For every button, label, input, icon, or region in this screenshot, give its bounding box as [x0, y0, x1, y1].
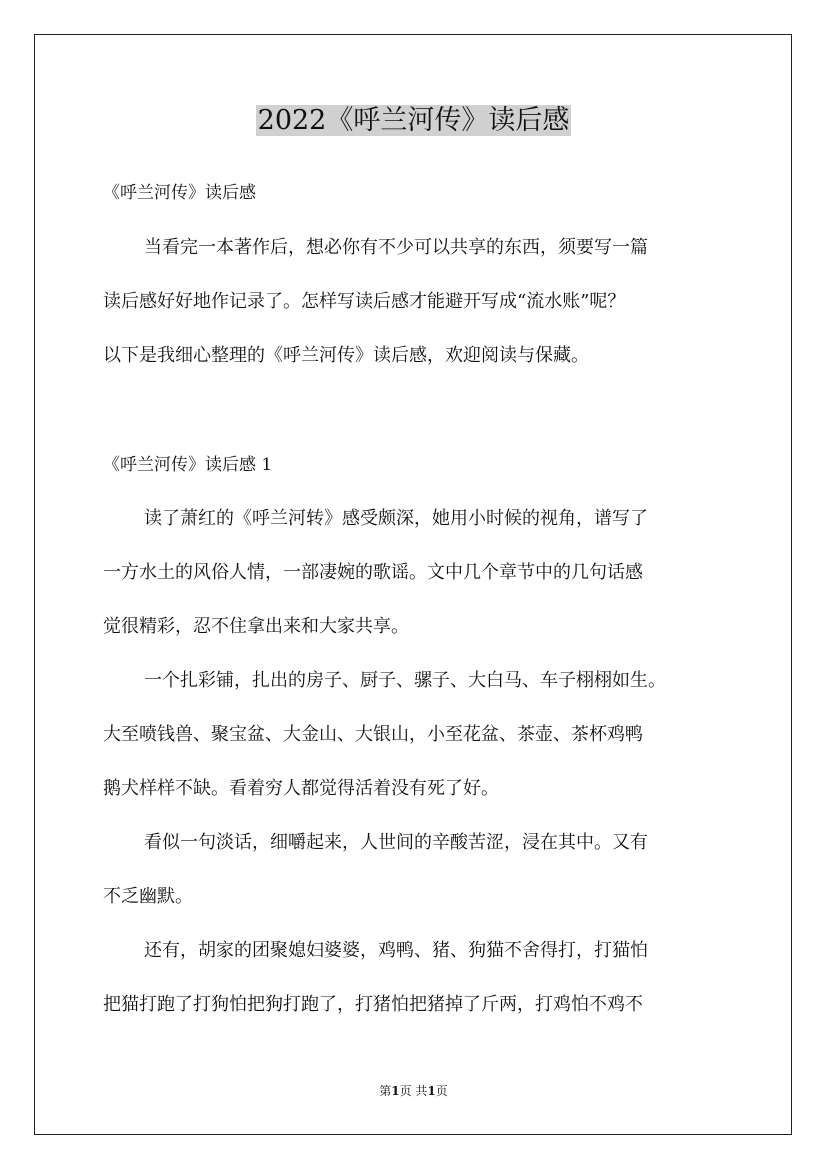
body-line-9: 还有，胡家的团聚媳妇婆婆，鸡鸭、猪、狗猫不舍得打，打猫怕	[144, 940, 648, 961]
page-footer	[0, 1083, 827, 1099]
document-title	[0, 100, 827, 142]
body-line-1: 读了萧红的《呼兰河转》感受颇深，她用小时候的视角，谱写了	[144, 508, 648, 529]
body-line-7: 看似一句淡话，细嚼起来，人世间的辛酸苦涩，浸在其中。又有	[144, 832, 648, 853]
body-line-6: 鹅犬样样不缺。看着穷人都觉得活着没有死了好。	[103, 778, 499, 799]
body-line-3: 觉很精彩，忍不住拿出来和大家共享。	[103, 616, 409, 637]
footer-page-current: 1	[391, 1084, 400, 1098]
body-line-8: 不乏幽默。	[103, 886, 193, 907]
body-line-2: 一方水土的风俗人情，一部凄婉的歌谣。文中几个章节中的几句话感	[103, 562, 643, 583]
footer-suffix: 页	[435, 1084, 448, 1098]
footer-page-total: 1	[427, 1084, 436, 1098]
body-line-5: 大至喷钱兽、聚宝盆、大金山、大银山，小至花盆、茶壶、茶杯鸡鸭	[103, 724, 643, 745]
intro-line-1: 当看完一本著作后，想必你有不少可以共享的东西，须要写一篇	[144, 237, 648, 258]
footer-mid: 页 共	[399, 1084, 428, 1098]
subtitle: 《呼兰河传》读后感	[103, 183, 256, 203]
intro-line-2: 读后感好好地作记录了。怎样写读后感才能避开写成“流水账”呢？	[103, 291, 626, 312]
intro-line-3: 以下是我细心整理的《呼兰河传》读后感，欢迎阅读与保藏。	[103, 345, 589, 366]
footer-prefix: 第	[379, 1084, 392, 1098]
body-line-10: 把猫打跑了打狗怕把狗打跑了，打猪怕把猪掉了斤两，打鸡怕不鸡不	[103, 994, 643, 1015]
body-line-4: 一个扎彩铺，扎出的房子、厨子、骡子、大白马、车子栩栩如生。	[144, 670, 666, 691]
section-heading: 《呼兰河传》读后感 1	[103, 455, 273, 475]
document-title-text: 2022《呼兰河传》读后感	[257, 105, 570, 136]
